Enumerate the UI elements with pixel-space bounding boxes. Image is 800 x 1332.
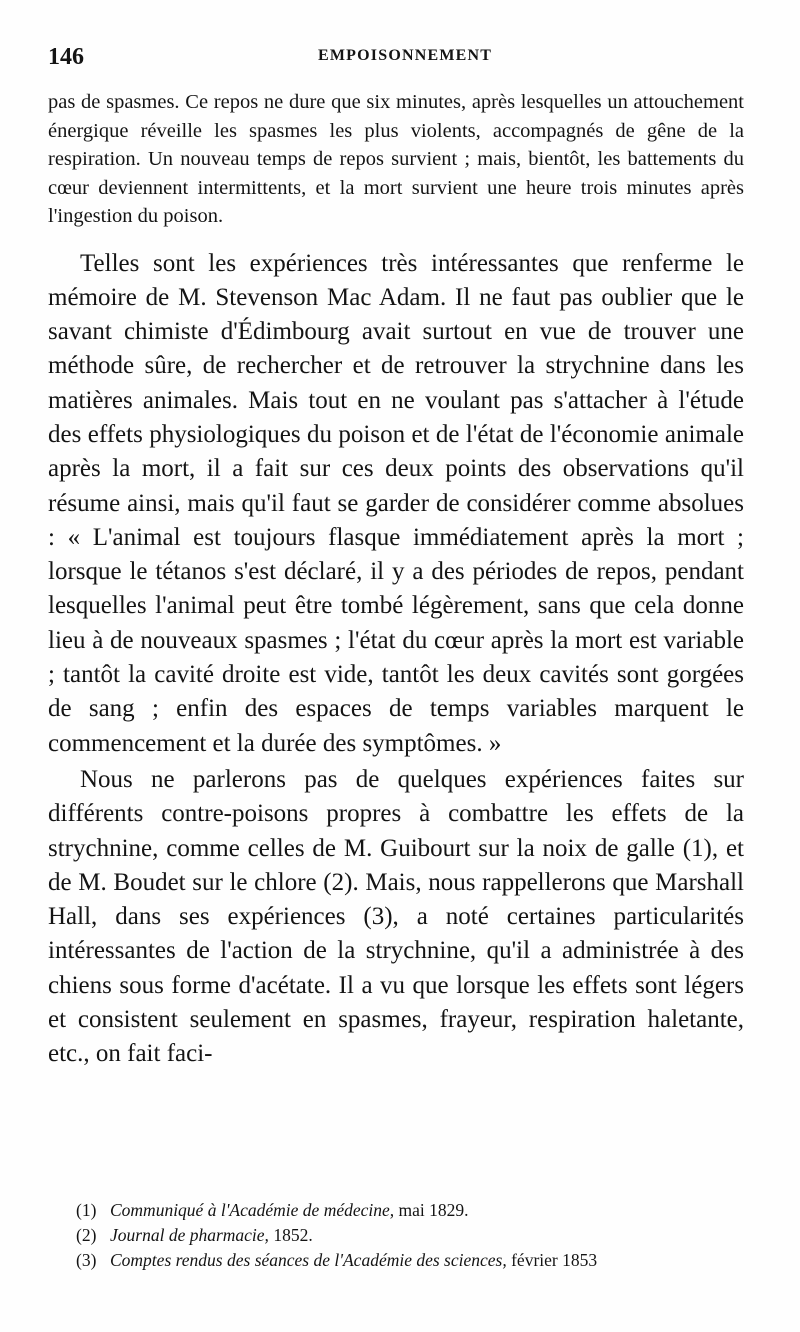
- footnote-ref: (2): [76, 1225, 97, 1245]
- page-number: 146: [48, 44, 84, 70]
- footnote-date: février 1853: [511, 1250, 598, 1270]
- footnote-ref: (1): [76, 1200, 97, 1220]
- paragraph-continued: pas de spasmes. Ce repos ne dure que six minutes, après lesquelles un attouchement énergique réveille les spasmes les plus violents, accompagnés de gêne de la respiration. Un nouveau temps de repos survient ; mais, bientôt, les battements du cœur deviennent intermittents, et la mort survient une heure trois minutes après l'ingestion du poison.: [48, 91, 744, 227]
- footnote-ref: (3): [76, 1250, 97, 1270]
- footnote-2: [76, 1223, 746, 1248]
- running-title: EMPOISONNEMENT: [318, 47, 493, 64]
- paragraph-experiences: Telles sont les expériences très intéressantes que renferme le mémoire de M. Stevenson Mac Adam. Il ne faut pas oublier que le savant chimiste d'Édimbourg avait surtout en vue de trouver une méthode sûre, de rechercher et de retrouver la strychnine dans les matières animales. Mais tout en ne voulant pas s'attacher à l'étude des effets physiologiques du poison et de l'état de l'économie animale après la mort, il a fait sur ces deux points des observations qu'il résume ainsi, mais qu'il faut se garder de considérer comme absolues : « L'animal est toujours flasque immédiatement après la mort ; lorsque le tétanos s'est déclaré, il y a des périodes de repos, pendant lesquelles l'animal peut être tombé légèrement, sans que cela donne lieu à de nouveaux spasmes ; l'état du cœur après la mort est variable ; tantôt la cavité droite est vide, tantôt les deux cavités sont gorgées de sang ; enfin des espaces de temps variables marquent le commencement et la durée des symptômes. »: [48, 249, 744, 757]
- footnote-source: Journal de pharmacie,: [110, 1225, 269, 1245]
- footnote-1: [76, 1198, 746, 1223]
- footnote-source: Communiqué à l'Académie de médecine,: [110, 1200, 395, 1220]
- paragraph-contre-poisons: Nous ne parlerons pas de quelques expériences faites sur différents contre-poisons propres à combattre les effets de la strychnine, comme celles de M. Guibourt sur la noix de galle (1), et de M. Boudet sur le chlore (2). Mais, nous rappellerons que Marshall Hall, dans ses expériences (3), a noté certaines particularités intéressantes de l'action de la strychnine, qu'il a administrée à des chiens sous forme d'acétate. Il a vu que lorsque les effets sont légers et consistent seulement en spasmes, frayeur, respiration haletante, etc., on fait faci-: [48, 765, 744, 1068]
- body-text: [48, 88, 744, 1072]
- footnote-3: [76, 1248, 746, 1273]
- footnotes: [76, 1198, 746, 1273]
- footnote-source: Comptes rendus des séances de l'Académie des sciences,: [110, 1250, 507, 1270]
- page-header: [48, 44, 738, 76]
- footnote-date: 1852.: [273, 1225, 313, 1245]
- footnote-date: mai 1829.: [398, 1200, 469, 1220]
